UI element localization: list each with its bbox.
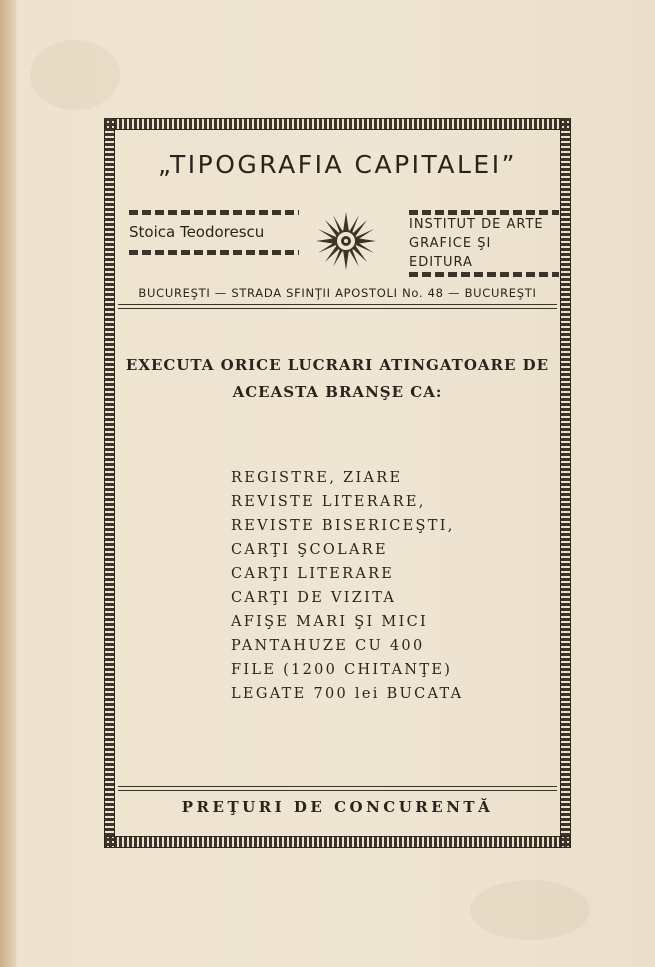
paper-stain [30, 40, 120, 110]
list-item: LEGATE 700 lei BUCATA [231, 686, 464, 702]
paper-stain [470, 880, 590, 940]
list-item: CARŢI ŞCOLARE [231, 542, 388, 558]
services-intro-line-2: ACEASTA BRANŞE CA: [232, 383, 443, 401]
list-item: PANTAHUZE CU 400 [231, 638, 425, 654]
frame-content [115, 130, 560, 836]
services-intro-line-1: EXECUTA ORICE LUCRARI ATINGATOARE DE [125, 356, 550, 374]
footer-rule [118, 786, 557, 791]
list-item: FILE (1200 CHITANŢE) [231, 662, 453, 678]
list-item: CARŢI LITERARE [231, 566, 395, 582]
decorative-dash [129, 250, 299, 255]
list-item: CARŢI DE VIZITA [231, 590, 397, 606]
sun-rosette-icon [316, 212, 376, 270]
list-item: REGISTRE, ZIARE [231, 470, 403, 486]
products-list [231, 466, 531, 706]
institute-line-2: GRAFICE ŞI EDITURA [409, 236, 492, 270]
owner-block [129, 210, 299, 255]
decorative-dash [409, 272, 559, 277]
frame-border-left [104, 118, 115, 848]
list-item: REVISTE LITERARE, [231, 494, 426, 510]
address-line: BUCUREŞTI — STRADA SFINŢII APOSTOLI No. 48 — BUCUREŞTI [138, 286, 537, 300]
frame-border-top [104, 118, 571, 130]
frame-border-bottom [104, 836, 571, 848]
institute-line-1: INSTITUT DE ARTE [409, 217, 544, 232]
services-intro [115, 352, 560, 406]
frame-border-right [560, 118, 571, 848]
prices-footer: PREŢURI DE CONCURENTĂ [181, 798, 494, 816]
institute-block [409, 210, 559, 277]
header-rule [118, 304, 557, 309]
ornamental-frame [104, 118, 571, 848]
decorative-dash [129, 210, 299, 215]
printing-house-title: „TIPOGRAFIA CAPITALEI” [157, 150, 518, 179]
owner-name: Stoica Teodorescu [129, 223, 265, 241]
list-item: REVISTE BISERICEŞTI, [231, 518, 455, 534]
list-item: AFIŞE MARI ŞI MICI [231, 614, 429, 630]
